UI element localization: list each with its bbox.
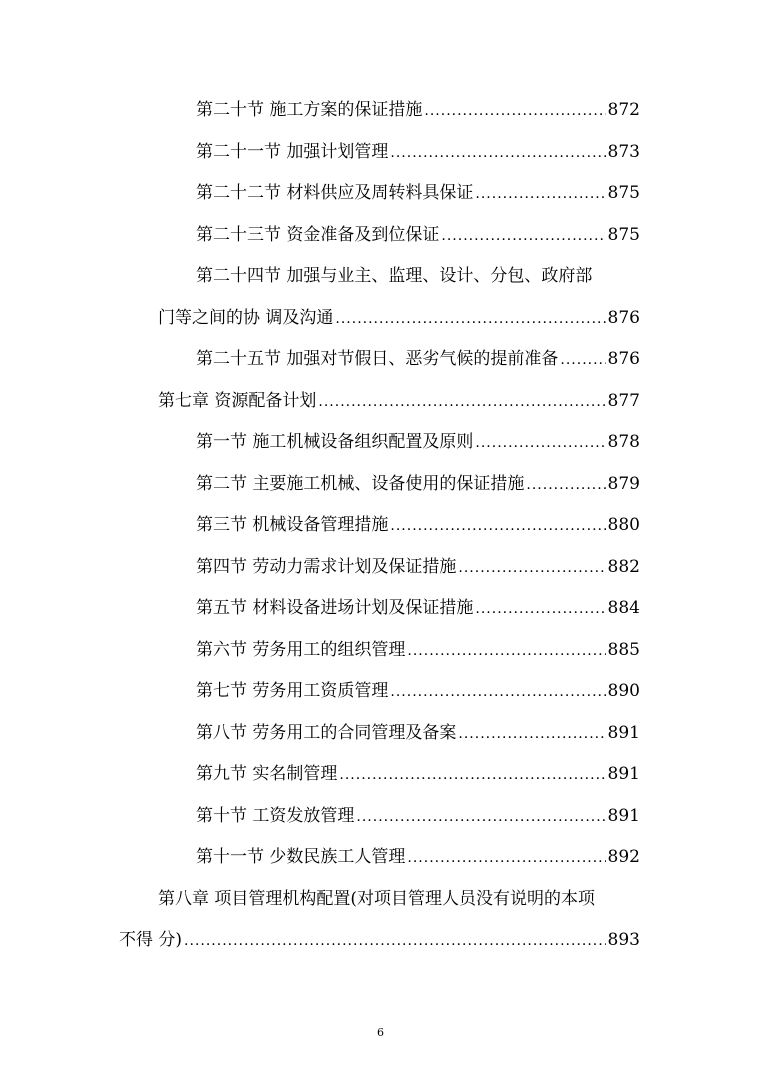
toc-entry [196,182,640,205]
toc-entry-title: 第六节 劳务用工的组织管理 [196,640,406,660]
dot-leader [390,681,605,703]
toc-entry-title: 第二十二节 材料供应及周转料具保证 [196,183,474,203]
toc-entry-title: 第二十节 施工方案的保证措施 [196,100,423,120]
toc-entry-title: 第三节 机械设备管理措施 [196,515,389,535]
dot-leader [339,764,605,786]
dot-leader [458,723,605,745]
toc-entry [196,597,640,620]
dot-leader [390,142,605,164]
dot-leader [475,432,605,454]
toc-entry-page: 891 [607,723,640,743]
dot-leader [424,100,605,122]
toc-entry-title-line2: 门等之间的协 调及沟通 [158,308,334,328]
dot-leader [184,930,606,952]
toc-entry-title: 第五节 材料设备进场计划及保证措施 [196,598,474,618]
dot-leader [458,557,605,579]
toc-entry-page: 884 [607,598,640,618]
toc-entry [196,99,640,122]
toc-entry [196,514,640,537]
toc-entry-title: 第二十五节 加强对节假日、恶劣气候的提前准备 [196,349,559,369]
toc-entry-page: 875 [607,225,640,245]
toc-entry-title: 第二十三节 资金准备及到位保证 [196,225,440,245]
dot-leader [335,308,605,330]
toc-entry-page: 876 [607,308,640,328]
dot-leader [407,640,605,662]
dot-leader [356,806,605,828]
toc-entry-page: 872 [607,100,640,120]
toc-entry-title: 第二节 主要施工机械、设备使用的保证措施 [196,474,525,494]
dot-leader [407,847,605,869]
toc-entry-page: 890 [607,681,640,701]
toc-entry-title: 第四节 劳动力需求计划及保证措施 [196,557,457,577]
dot-leader [475,183,605,205]
toc-entry [196,722,640,745]
toc-entry-page: 893 [607,930,640,950]
dot-leader [441,225,605,247]
toc-entry [196,763,640,786]
toc-entry-title-line1: 第八章 项目管理机构配置(对项目管理人员没有说明的本项 [158,889,596,909]
toc-entry [196,639,640,662]
toc-entry [196,846,640,869]
toc-entry-title: 第十一节 少数民族工人管理 [196,847,406,867]
toc-entry-page: 892 [607,847,640,867]
page-number: 6 [377,1026,384,1039]
toc-entry-page: 882 [607,557,640,577]
toc-entry-page: 877 [607,391,640,411]
toc-entry-title: 第一节 施工机械设备组织配置及原则 [196,432,474,452]
toc-entry [158,307,640,330]
dot-leader [390,515,605,537]
toc-entry [196,224,640,247]
toc-entry-page: 879 [607,474,640,494]
toc-entry-title-line2: 不得 分) [119,930,183,950]
toc-entry-page: 885 [607,640,640,660]
toc-chapter-entry [119,929,640,952]
dot-leader [318,391,605,413]
toc-entry-title: 第九节 实名制管理 [196,764,338,784]
toc-entry-page: 876 [607,349,640,369]
toc-entry [196,680,640,703]
toc-entry-page: 891 [607,764,640,784]
toc-entry [196,431,640,454]
toc-entry [196,348,640,371]
toc-entry-title: 第八节 劳务用工的合同管理及备案 [196,723,457,743]
toc-entry-page: 875 [607,183,640,203]
dot-leader [560,349,605,371]
toc-entry-title: 第七节 劳务用工资质管理 [196,681,389,701]
dot-leader [526,474,605,496]
toc-entry-title-line1: 第二十四节 加强与业主、监理、设计、分包、政府部 [196,266,593,286]
toc-entry-title: 第十节 工资发放管理 [196,806,355,826]
toc-entry [196,473,640,496]
toc-entry-title: 第二十一节 加强计划管理 [196,142,389,162]
dot-leader [475,598,605,620]
toc-entry-title: 第七章 资源配备计划 [158,391,317,411]
toc-entry-page: 891 [607,806,640,826]
toc-entry [196,556,640,579]
toc-entry-page: 878 [607,432,640,452]
toc-entry-page: 880 [607,515,640,535]
toc-entry-page: 873 [607,142,640,162]
toc-entry [196,805,640,828]
toc-chapter-entry [158,390,640,413]
toc-entry [196,141,640,164]
